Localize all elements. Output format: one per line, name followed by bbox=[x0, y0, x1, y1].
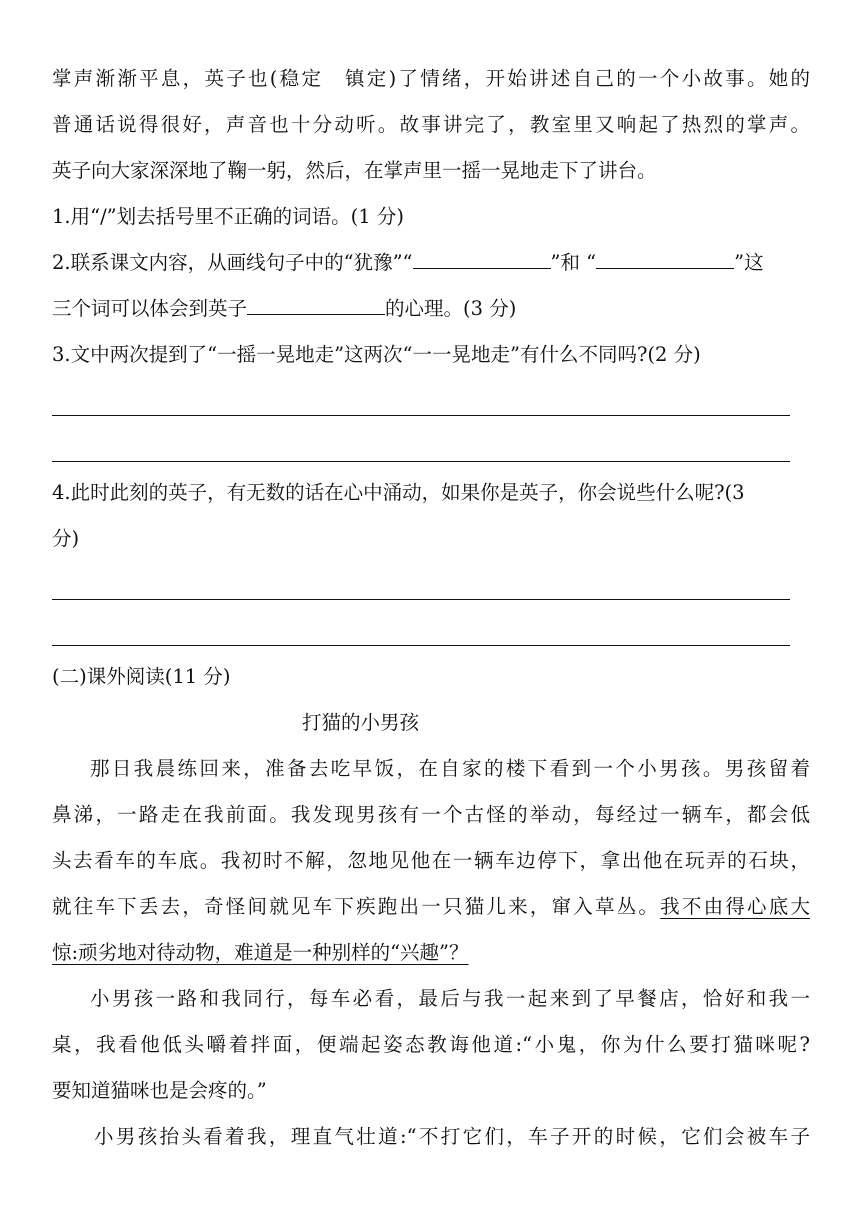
answer-blank-1[interactable] bbox=[413, 246, 551, 269]
answer-line-q3-2[interactable] bbox=[52, 424, 810, 470]
story-line-9: 小男孩抬头看着我，理直气壮道:“不打它们，车子开的时候，它们会被车子 bbox=[94, 1125, 810, 1148]
answer-blank-2[interactable] bbox=[596, 246, 734, 269]
question-4-line-2: 分) bbox=[52, 527, 80, 550]
question-3: 3.文中两次提到了“一摇一晃地走”这两次“一一晃地走”有什么不同吗?(2 分) bbox=[52, 343, 701, 366]
answer-line-q4-2[interactable] bbox=[52, 608, 810, 654]
story-line-4-text: 就往车下丢去，奇怪间就见车下疾跑出一只猫儿来，窜入草丛。 bbox=[52, 895, 661, 918]
passage-line-2: 普通话说得很好，声音也十分动听。故事讲完了，教室里又响起了热烈的掌声。 bbox=[52, 113, 810, 136]
story-line-4 bbox=[52, 884, 810, 930]
story-line-1: 那日我晨练回来，准备去吃早饭，在自家的楼下看到一个小男孩。男孩留着 bbox=[90, 757, 810, 780]
passage-line-3: 英子向大家深深地了鞠一躬，然后，在掌声里一摇一晃地走下了讲台。 bbox=[52, 159, 657, 182]
question-2-text-a: 2.联系课文内容，从画线句子中的“犹豫”“ bbox=[52, 251, 413, 274]
underlined-sentence-part-2: 惊:顽劣地对待动物，难道是一种别样的“兴趣”？ bbox=[52, 941, 469, 964]
passage-line-1: 掌声渐渐平息，英子也(稳定 镇定)了情绪，开始讲述自己的一个小故事。她的 bbox=[52, 67, 810, 90]
story-line-2: 鼻涕，一路走在我前面。我发现男孩有一个古怪的举动，每经过一辆车，都会低 bbox=[52, 803, 810, 826]
question-2-line-2 bbox=[52, 286, 810, 332]
underlined-sentence-part-1: 我不由得心底大 bbox=[660, 895, 810, 918]
question-1: 1.用“/”划去括号里不正确的词语。(1 分) bbox=[52, 205, 404, 228]
question-2-text-d: 三个词可以体会到英子 bbox=[52, 297, 248, 320]
question-2-text-b: ”和 “ bbox=[550, 251, 597, 274]
question-2-line-1 bbox=[52, 240, 810, 286]
answer-blank-3[interactable] bbox=[247, 292, 385, 315]
answer-line-q3-1[interactable] bbox=[52, 378, 810, 424]
story-line-3: 头去看车的车底。我初时不解，忽地见他在一辆车边停下，拿出他在玩弄的石块， bbox=[52, 849, 810, 872]
story-line-8: 要知道猫咪也是会疼的。” bbox=[52, 1079, 267, 1102]
answer-line-q4-1[interactable] bbox=[52, 562, 810, 608]
section-heading: (二)课外阅读(11 分) bbox=[52, 665, 231, 688]
story-line-7: 桌，我看他低头嚼着拌面，便端起姿态教诲他道:“小鬼，你为什么要打猫咪呢? bbox=[52, 1033, 810, 1056]
question-2-text-e: 的心理。(3 分) bbox=[385, 297, 517, 320]
question-2-text-c: ”这 bbox=[734, 251, 764, 274]
story-line-6: 小男孩一路和我同行，每车必看，最后与我一起来到了早餐店，恰好和我一 bbox=[90, 987, 810, 1010]
document-page bbox=[52, 56, 810, 1160]
question-4-line-1: 4.此时此刻的英子，有无数的话在心中涌动，如果你是英子，你会说些什么呢?(3 bbox=[52, 481, 745, 504]
story-title: 打猫的小男孩 bbox=[302, 711, 420, 734]
story-line-5 bbox=[52, 930, 810, 976]
